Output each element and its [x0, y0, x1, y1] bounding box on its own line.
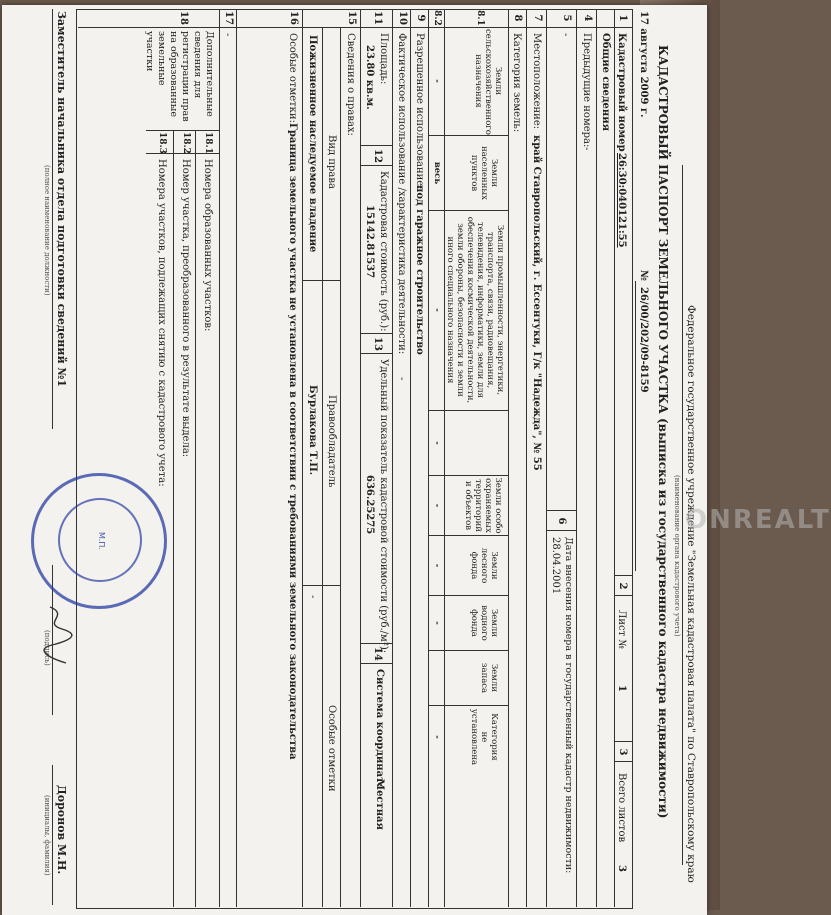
actual-use-label: Фактическое использование /характеристика деятельности: — [396, 33, 407, 355]
row-num-8: 8 — [512, 14, 523, 22]
signature-caption: (подпись) — [43, 630, 51, 666]
row-num-18: 18 — [178, 11, 189, 25]
permitted-use-value: под гаражное строительство — [414, 185, 425, 355]
area-value: 23.80 кв.м. — [364, 45, 375, 110]
value-industry: - — [432, 308, 442, 312]
category-forest: Земли лесного фонда — [469, 547, 499, 584]
special-notes-label: Особые отметки: — [287, 33, 298, 123]
rights-col-notes: Особые отметки — [326, 705, 337, 792]
value-forest: - — [432, 503, 442, 508]
category-reserve: Земли запаса — [479, 662, 499, 694]
row-num-14: 14 — [372, 647, 383, 661]
seal-mp-text: М.П. — [97, 531, 106, 550]
area-label: Площадь: — [378, 33, 389, 85]
previous-numbers-value: - — [581, 147, 592, 151]
signer-name: Доронов М.Н. — [55, 785, 68, 875]
general-info-heading: Общие сведения — [600, 33, 611, 132]
value-water: - — [432, 563, 442, 568]
position-caption: (полное наименование должности) — [43, 165, 51, 296]
row-num-6: 6 — [556, 517, 567, 525]
number-label: № — [638, 270, 649, 281]
row-num-8-2: 8.2 — [432, 10, 442, 26]
row-num-13: 13 — [372, 337, 383, 351]
coordinate-system-value: Местная — [374, 779, 385, 830]
right-holder-value: Бурлакова Т.П. — [307, 385, 318, 476]
value-reserve: - — [432, 621, 442, 625]
signer-position: Заместитель начальника отдела подготовки сведений №1 — [55, 11, 68, 388]
category-water: Земли водного фонда — [469, 605, 499, 641]
location-value: край Ставропольский, г. Ессентуки, Г/к "Надежда", № 55 — [531, 135, 542, 471]
rights-label: Сведения о правах: — [345, 33, 356, 136]
cadastral-cost-label: Кадастровая стоимость (руб.): — [378, 171, 389, 332]
value-not-set: - — [432, 735, 442, 739]
row-num-18-3: 18.3 — [157, 132, 167, 154]
institution-name: Федеральное государственное учреждение "Земельная кадастровая палата" по Ставропольскому краю — [685, 305, 697, 883]
category-agricultural: Земли сельскохозяйственного назначения — [473, 29, 503, 135]
issue-date: 17 августа 2009 г. — [638, 11, 649, 118]
handwritten-signature — [42, 605, 72, 665]
row-num-18-2: 18.2 — [181, 132, 191, 154]
formed-plots-label: Номера образованных участков: — [202, 159, 213, 332]
location-label: Местоположение: — [531, 33, 542, 130]
additional-info-label: Дополнительные сведения для регистрации прав на образованные земельные участки — [144, 31, 215, 122]
total-idx: 3 — [617, 748, 628, 756]
category-settlements: Земли населенных пунктов — [469, 146, 499, 200]
row-num-18-1: 18.1 — [203, 132, 213, 154]
permitted-use-label: Разрешенное использование: — [414, 33, 425, 190]
sheet-num-idx: 2 — [617, 582, 628, 590]
category-not-set: Категория не установлена — [469, 708, 499, 766]
specific-cost-label: Удельный показатель кадастровой стоимости (руб./м²): — [378, 359, 389, 654]
name-caption: (инициалы, фамилия) — [43, 795, 51, 876]
transformed-plot-label: Номер участка, преобразованного в результате выдела: — [180, 159, 191, 458]
watermark: ONREALT — [685, 505, 831, 535]
value-agricultural: - — [432, 79, 442, 83]
document-number: 26/00/202/09-8159 — [638, 287, 649, 393]
registration-date-label: Дата внесения номера в государственный кадастр недвижимости: — [563, 537, 574, 874]
row-num-10: 10 — [397, 11, 408, 25]
institution-caption: (наименование органа кадастрового учета) — [673, 475, 681, 637]
row-num-17: 17 — [223, 11, 234, 25]
row-num-12: 12 — [372, 149, 383, 163]
total-sheets-label: Всего листов — [616, 773, 627, 843]
category-industry: Земли промышленности, энергетики, транспорта, связи, радиовещания, телевидения, информатики, земли для обеспечения космической деятельности, земли обороны, безопасности и земли иного специального назначения — [445, 216, 505, 404]
row-num-15: 15 — [346, 11, 357, 25]
coordinate-system-label: Система координат: — [374, 669, 385, 787]
row-num-5: 5 — [561, 14, 572, 22]
row-num-8-1: 8.1 — [475, 10, 485, 26]
rights-col-holder: Правообладатель — [326, 395, 337, 488]
rights-col-kind: Вид права — [326, 135, 337, 189]
cadastral-cost-value: 15142.81537 — [364, 205, 375, 279]
actual-use-value: - — [396, 377, 407, 381]
specific-cost-value: 636.25275 — [364, 475, 375, 535]
row-num-11: 11 — [372, 11, 383, 25]
previous-numbers-label: Предыдущие номера: — [581, 33, 592, 148]
removed-plots-label: Номера участков, подлежащих снятию с кадастрового учета: — [156, 159, 167, 487]
value-settlements: весь — [432, 161, 442, 185]
special-notes-value: Граница земельного участка не установлена в соответствии с требованиями земельного законодательства — [287, 123, 298, 760]
cadastral-passport-document — [2, 5, 831, 915]
row-num-9: 9 — [415, 14, 426, 22]
sheet-value: 1 — [616, 685, 627, 692]
cadastral-number: 26:30:040121:55 — [616, 153, 627, 248]
right-notes-value: - — [307, 595, 318, 599]
row-17-value: - — [222, 33, 233, 37]
value-protected: - — [432, 441, 442, 445]
category-protected: Земли особо охраняемых территорий и объектов — [463, 477, 503, 534]
row-num-4: 4 — [582, 14, 593, 22]
land-category-label: Категория земель: — [511, 33, 522, 133]
row-5-value: - — [560, 33, 571, 37]
right-kind-value: Пожизненное наследуемое владение — [307, 35, 318, 253]
document-title: КАДАСТРОВЫЙ ПАСПОРТ ЗЕМЕЛЬНОГО УЧАСТКА (выписка из государственного кадастра недвижимости) — [656, 45, 670, 819]
official-seal-stamp — [31, 473, 167, 609]
total-sheets-value: 3 — [616, 865, 627, 872]
sheet-label: Лист № — [616, 610, 627, 649]
row-num-16: 16 — [288, 11, 299, 25]
cadastral-number-label: Кадастровый номер — [616, 33, 627, 152]
row-num-7: 7 — [532, 14, 543, 22]
registration-date-value: 28.04.2001 — [550, 537, 561, 595]
row-num-1: 1 — [617, 14, 628, 22]
